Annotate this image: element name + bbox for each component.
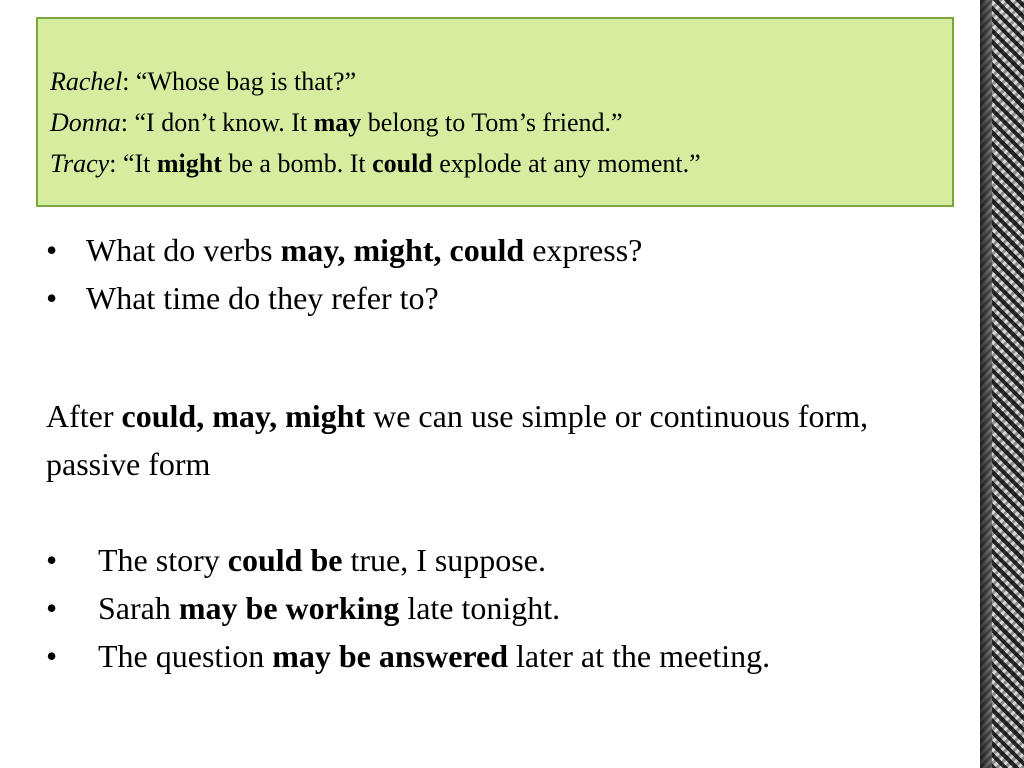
bullet: •: [46, 590, 58, 626]
example-list: [46, 536, 770, 680]
bullet: •: [46, 542, 58, 578]
speaker-separator: :: [120, 108, 135, 137]
speaker-name: Tracy: [50, 149, 110, 178]
decorative-side-border: [980, 0, 1024, 768]
bullet: •: [46, 280, 58, 316]
after-paragraph: [46, 392, 946, 488]
example-text: late tonight.: [399, 590, 561, 626]
example-bold: could be: [227, 542, 343, 578]
example-text: The story: [98, 542, 228, 578]
dialogue: [50, 61, 701, 184]
question-bold: may, might, could: [280, 232, 525, 268]
example-bold: may be answered: [272, 638, 509, 674]
line-text: “Whose bag is that?”: [135, 67, 357, 96]
question-text: What do verbs: [86, 232, 281, 268]
example-text: Sarah: [98, 590, 179, 626]
example-item: [46, 584, 770, 632]
example-item: [46, 632, 770, 680]
example-text: true, I suppose.: [342, 542, 546, 578]
question-text: express?: [524, 232, 643, 268]
bullet: •: [46, 232, 58, 268]
example-item: [46, 536, 770, 584]
speaker-separator: :: [122, 67, 136, 96]
line-text: belong to Tom’s friend.”: [361, 108, 623, 137]
bullet: •: [46, 638, 58, 674]
dialogue-line-rachel: [50, 61, 701, 102]
dialogue-box: [36, 17, 954, 207]
example-text: The question: [98, 638, 273, 674]
example-bold: may be working: [178, 590, 400, 626]
dialogue-line-tracy: [50, 143, 701, 184]
line-text: be a bomb. It: [221, 149, 373, 178]
modal-verb: could: [372, 149, 433, 178]
question-item: [46, 226, 642, 274]
line-text: explode at any moment.”: [432, 149, 701, 178]
speaker-name: Rachel: [50, 67, 123, 96]
example-text: later at the meeting.: [508, 638, 771, 674]
question-item: [46, 274, 642, 322]
question-text: What time do they refer to?: [86, 280, 439, 316]
speaker-name: Donna: [50, 108, 121, 137]
line-text: “It: [122, 149, 157, 178]
dialogue-line-donna: [50, 102, 701, 143]
paragraph-bold: could, may, might: [121, 398, 366, 434]
question-list: [46, 226, 642, 322]
paragraph-text: we can use simple or continuous form, passive form: [46, 398, 869, 482]
line-text: “I don’t know. It: [134, 108, 314, 137]
speaker-separator: :: [109, 149, 123, 178]
modal-verb: might: [156, 149, 222, 178]
paragraph-text: After: [46, 398, 122, 434]
modal-verb: may: [313, 108, 362, 137]
